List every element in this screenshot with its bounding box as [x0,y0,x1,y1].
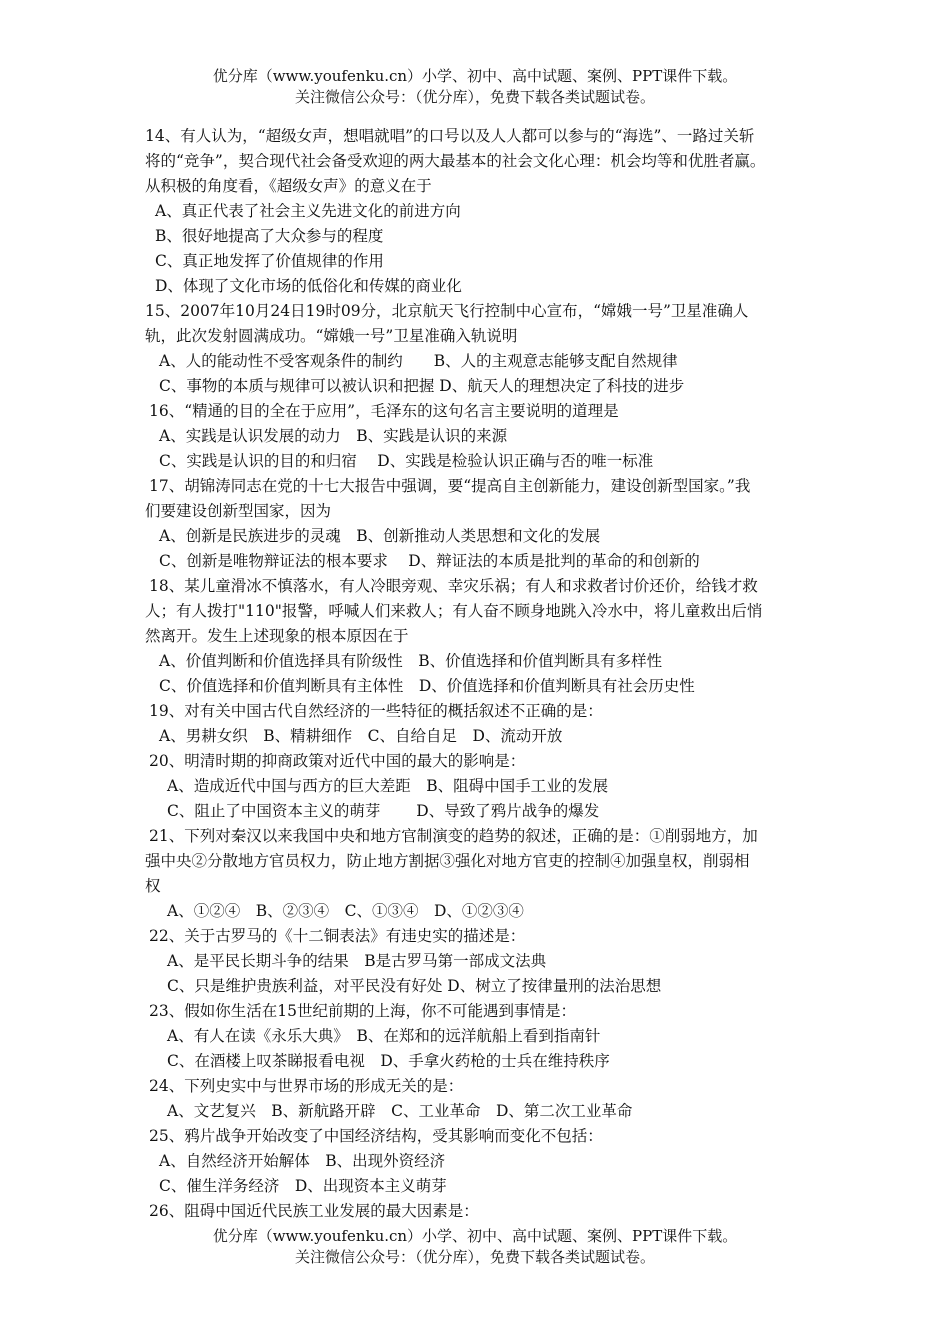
question-stem: 们要建设创新型国家，因为 [145,502,332,520]
options-ab: A、自然经济开始解体 B、出现外资经济 [159,1152,446,1170]
question-stem: 24、下列史实中与世界市场的形成无关的是： [149,1077,464,1095]
options-cd: C、事物的本质与规律可以被认识和把握 D、航天人的理想决定了科技的进步 [159,377,685,395]
question-stem: 25、鸦片战争开始改变了中国经济结构，受其影响而变化不包括： [149,1127,603,1145]
options: A、①②④ B、②③④ C、①③④ D、①②③④ [167,902,524,920]
header-line-2: 关注微信公众号：（优分库），免费下载各类试题试卷。 [294,88,655,106]
options-cd: C、只是维护贵族利益，对平民没有好处 D、树立了按律量刑的法治思想 [167,977,662,995]
question-stem: 26、阻碍中国近代民族工业发展的最大因素是： [149,1202,479,1220]
option-a: A、真正代表了社会主义先进文化的前进方向 [155,202,461,220]
question-stem: 16、“精通的目的全在于应用”，毛泽东的这句名言主要说明的道理是 [149,402,619,420]
question-26 [145,1199,815,1224]
options-cd: C、在酒楼上叹茶睇报看电视 D、手拿火药枪的士兵在维持秩序 [167,1052,610,1070]
options-ab: A、价值判断和价值选择具有阶级性 B、价值选择和价值判断具有多样性 [159,652,663,670]
question-stem: 18、某儿童滑冰不慎落水，有人冷眼旁观、幸灾乐祸；有人和求救者讨价还价，给钱才救 [149,577,758,595]
option-c: C、真正地发挥了价值规律的作用 [155,252,384,270]
question-16 [145,399,815,474]
question-stem: 14、有人认为，“超级女声，想唱就唱”的口号以及人人都可以参与的“海选”、一路过关斩 [145,127,755,145]
question-stem: 15、2007年10月24日19时09分，北京航天飞行控制中心宣布，“嫦娥一号”卫星准确人 [145,302,749,320]
question-stem: 权 [145,877,161,895]
options-ab: A、有人在读《永乐大典》 B、在郑和的远洋航船上看到指南针 [167,1027,601,1045]
question-stem: 然离开。发生上述现象的根本原因在于 [145,627,409,645]
question-stem: 轨，此次发射圆满成功。“嫦娥一号”卫星准确入轨说明 [145,327,518,345]
page-header [0,66,950,108]
document-body [145,124,815,1224]
options-cd: C、阻止了中国资本主义的萌芽 D、导致了鸦片战争的爆发 [167,802,600,820]
question-stem: 19、对有关中国古代自然经济的一些特征的概括叙述不正确的是： [149,702,603,720]
footer-line-1: 优分库（www.youfenku.cn）小学、初中、高中试题、案例、PPT课件下载。 [212,1227,738,1245]
question-stem: 17、胡锦涛同志在党的十七大报告中强调，要“提高自主创新能力，建设创新型国家。”我 [149,477,751,495]
question-17 [145,474,815,574]
question-stem: 强中央②分散地方官员权力，防止地方割据③强化对地方官吏的控制④加强皇权，削弱相 [145,852,750,870]
options-ab: A、创新是民族进步的灵魂 B、创新推动人类思想和文化的发展 [159,527,601,545]
options-cd: C、实践是认识的目的和归宿 D、实践是检验认识正确与否的唯一标准 [159,452,654,470]
question-21 [145,824,815,924]
question-stem: 23、假如你生活在15世纪前期的上海，你不可能遇到事情是： [149,1002,576,1020]
question-15 [145,299,815,399]
option-d: D、体现了文化市场的低俗化和传媒的商业化 [155,277,462,295]
question-23 [145,999,815,1074]
question-stem: 人；有人拨打"110"报警，呼喊人们来救人；有人奋不顾身地跳入冷水中，将儿童救出后悄 [145,602,763,620]
options-ab: A、实践是认识发展的动力 B、实践是认识的来源 [159,427,508,445]
footer-line-2: 关注微信公众号：（优分库），免费下载各类试题试卷。 [294,1248,655,1266]
options-ab: A、人的能动性不受客观条件的制约 B、人的主观意志能够支配自然规律 [159,352,678,370]
options-ab: A、造成近代中国与西方的巨大差距 B、阻碍中国手工业的发展 [167,777,609,795]
header-line-1: 优分库（www.youfenku.cn）小学、初中、高中试题、案例、PPT课件下载。 [212,67,738,85]
page-footer [0,1226,950,1268]
question-14 [145,124,815,299]
question-19 [145,699,815,749]
question-stem: 20、明清时期的抑商政策对近代中国的最大的影响是： [149,752,526,770]
question-stem: 从积极的角度看，《超级女声》的意义在于 [145,177,432,195]
question-stem: 21、下列对秦汉以来我国中央和地方官制演变的趋势的叙述，正确的是：①削弱地方，加 [149,827,758,845]
question-18 [145,574,815,699]
question-24 [145,1074,815,1124]
option-b: B、很好地提高了大众参与的程度 [155,227,384,245]
question-stem: 将的“竞争”，契合现代社会备受欢迎的两大最基本的社会文化心理：机会均等和优胜者赢。 [145,152,766,170]
question-22 [145,924,815,999]
options-cd: C、催生洋务经济 D、出现资本主义萌芽 [159,1177,447,1195]
options: A、文艺复兴 B、新航路开辟 C、工业革命 D、第二次工业革命 [167,1102,633,1120]
options: A、男耕女织 B、精耕细作 C、自给自足 D、流动开放 [159,727,563,745]
question-25 [145,1124,815,1199]
options-cd: C、价值选择和价值判断具有主体性 D、价值选择和价值判断具有社会历史性 [159,677,695,695]
question-20 [145,749,815,824]
options-cd: C、创新是唯物辩证法的根本要求 D、辩证法的本质是批判的革命的和创新的 [159,552,700,570]
options-ab: A、是平民长期斗争的结果 B是古罗马第一部成文法典 [167,952,547,970]
question-stem: 22、关于古罗马的《十二铜表法》有违史实的描述是： [149,927,526,945]
